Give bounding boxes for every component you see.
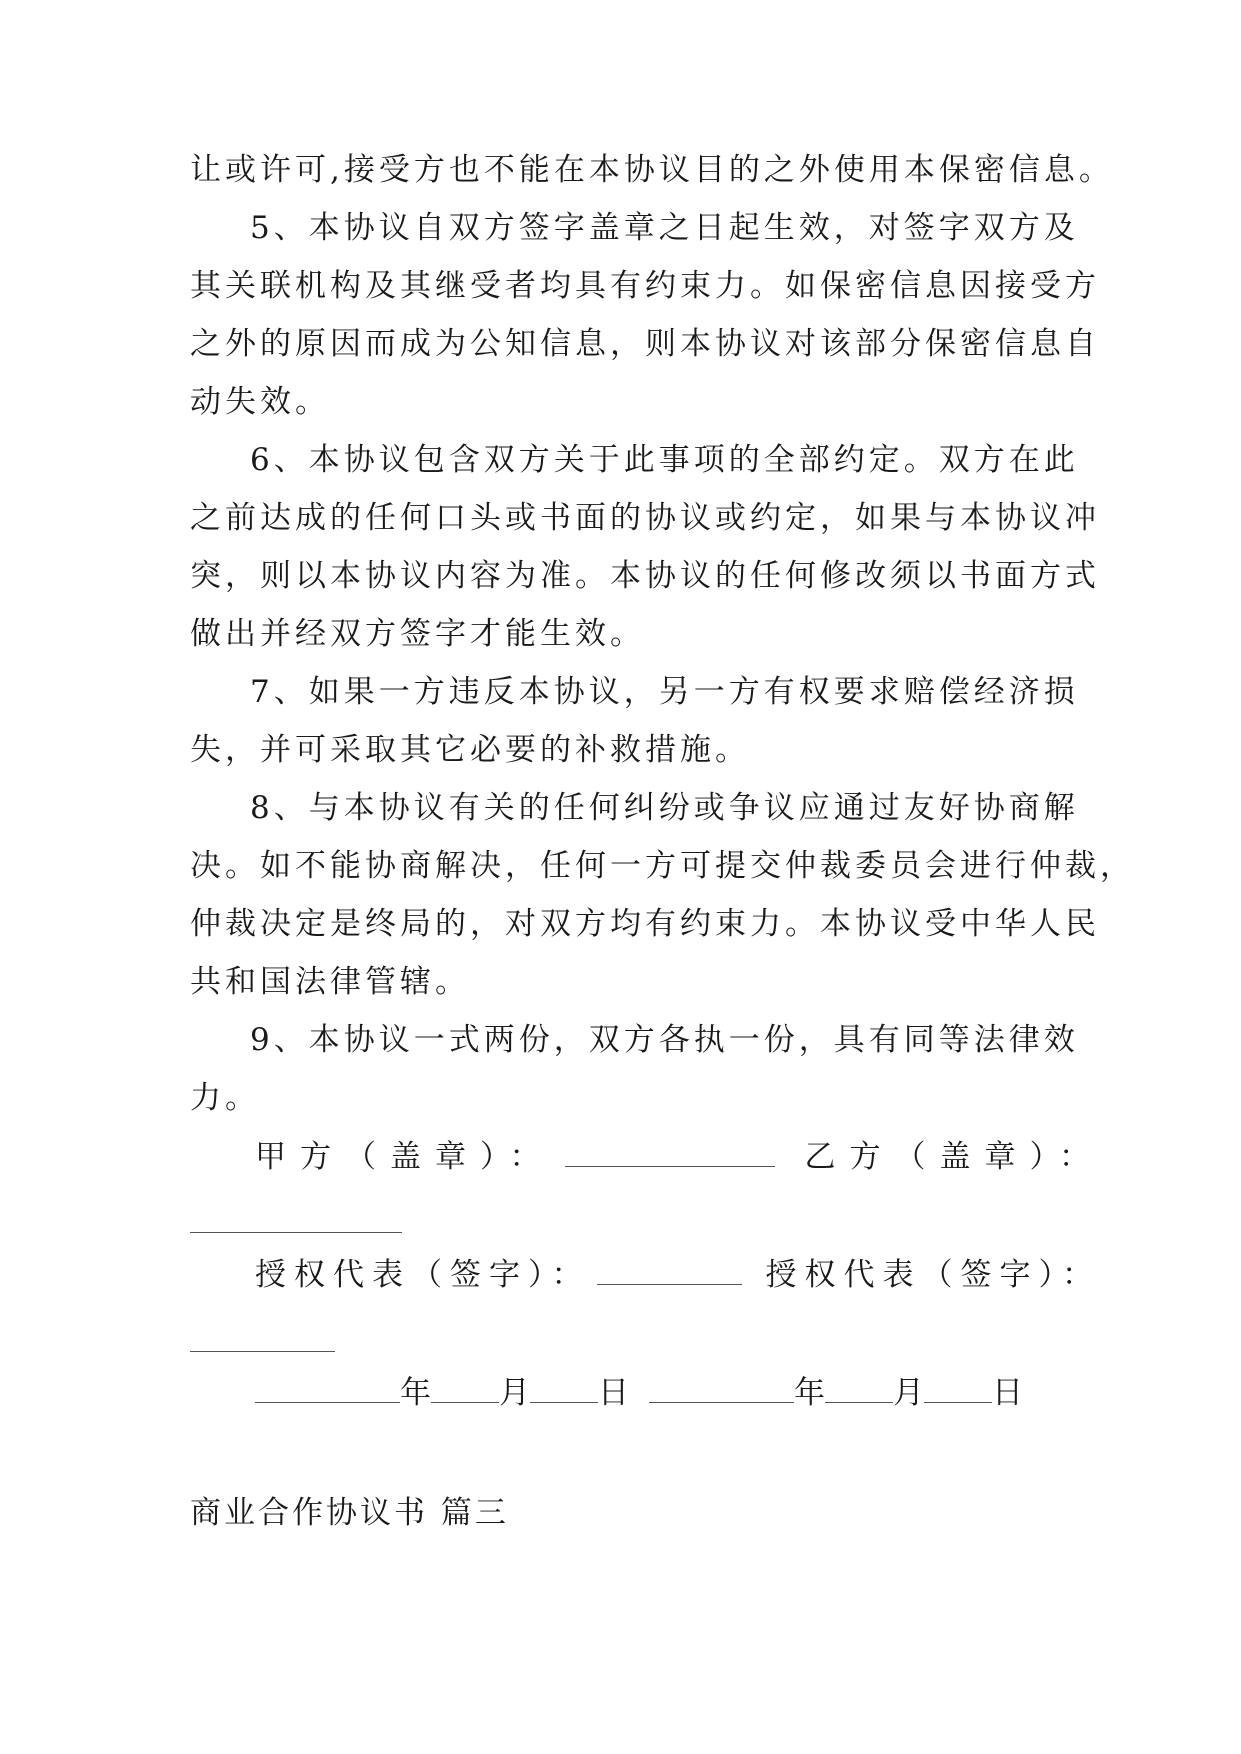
clause-8-line: 共和国法律管辖。 bbox=[190, 964, 470, 1000]
rep-a-signature-label: 授权代表（签字）： bbox=[255, 1257, 591, 1293]
date-a-year-label: 年 bbox=[400, 1375, 431, 1411]
rep-b-signature-label: 授权代表（签字）： bbox=[765, 1257, 1101, 1293]
clause-5-line: 之外的原因而成为公知信息，则本协议对该部分保密信息自 bbox=[190, 326, 1100, 362]
date-a-day-field[interactable] bbox=[530, 1372, 598, 1403]
rep-b-signature-field[interactable] bbox=[190, 1351, 335, 1352]
party-b-seal-label: 乙方（盖章）： bbox=[804, 1139, 1104, 1175]
date-a-month-field[interactable] bbox=[431, 1372, 499, 1403]
party-seal-row bbox=[255, 1136, 1104, 1177]
party-b-seal-field[interactable] bbox=[190, 1232, 402, 1233]
clause-5-line: 动失效。 bbox=[190, 384, 330, 420]
clause-6-line: 做出并经双方签字才能生效。 bbox=[190, 616, 645, 652]
paragraph-line: 让或许可,接受方也不能在本协议目的之外使用本保密信息。 bbox=[190, 152, 1114, 188]
party-a-seal-field[interactable] bbox=[565, 1136, 775, 1167]
date-b-day-field[interactable] bbox=[924, 1372, 992, 1403]
section-heading: 商业合作协议书 篇三 bbox=[190, 1495, 509, 1531]
clause-8-line: 8、与本协议有关的任何纠纷或争议应通过友好协商解 bbox=[250, 790, 1079, 826]
clause-6-line: 突，则以本协议内容为准。本协议的任何修改须以书面方式 bbox=[190, 558, 1100, 594]
date-a-day-label: 日 bbox=[598, 1375, 629, 1411]
clause-5-line: 5、本协议自双方签字盖章之日起生效，对签字双方及 bbox=[250, 210, 1079, 246]
date-b-year-field[interactable] bbox=[649, 1372, 794, 1403]
clause-8-line: 仲裁决定是终局的，对双方均有约束力。本协议受中华人民 bbox=[190, 906, 1100, 942]
clause-5-line: 其关联机构及其继受者均具有约束力。如保密信息因接受方 bbox=[190, 268, 1100, 304]
clause-6-line: 6、本协议包含双方关于此事项的全部约定。双方在此 bbox=[250, 442, 1079, 478]
clause-9-line: 力。 bbox=[190, 1080, 260, 1116]
clause-6-line: 之前达成的任何口头或书面的协议或约定，如果与本协议冲 bbox=[190, 500, 1100, 536]
date-b-month-field[interactable] bbox=[825, 1372, 893, 1403]
party-a-seal-label: 甲方（盖章）： bbox=[255, 1139, 555, 1175]
date-b-day-label: 日 bbox=[992, 1375, 1023, 1411]
clause-7-line: 7、如果一方违反本协议，另一方有权要求赔偿经济损 bbox=[250, 674, 1079, 710]
clause-7-line: 失，并可采取其它必要的补救措施。 bbox=[190, 732, 750, 768]
date-b-month-label: 月 bbox=[893, 1375, 924, 1411]
rep-a-signature-field[interactable] bbox=[597, 1254, 742, 1285]
clause-8-line: 决。如不能协商解决，任何一方可提交仲裁委员会进行仲裁， bbox=[190, 848, 1135, 884]
date-a-month-label: 月 bbox=[499, 1375, 530, 1411]
representative-row bbox=[255, 1254, 1101, 1295]
date-row bbox=[255, 1372, 1023, 1413]
clause-9-line: 9、本协议一式两份，双方各执一份，具有同等法律效 bbox=[250, 1022, 1079, 1058]
date-b-year-label: 年 bbox=[794, 1375, 825, 1411]
date-a-year-field[interactable] bbox=[255, 1372, 400, 1403]
